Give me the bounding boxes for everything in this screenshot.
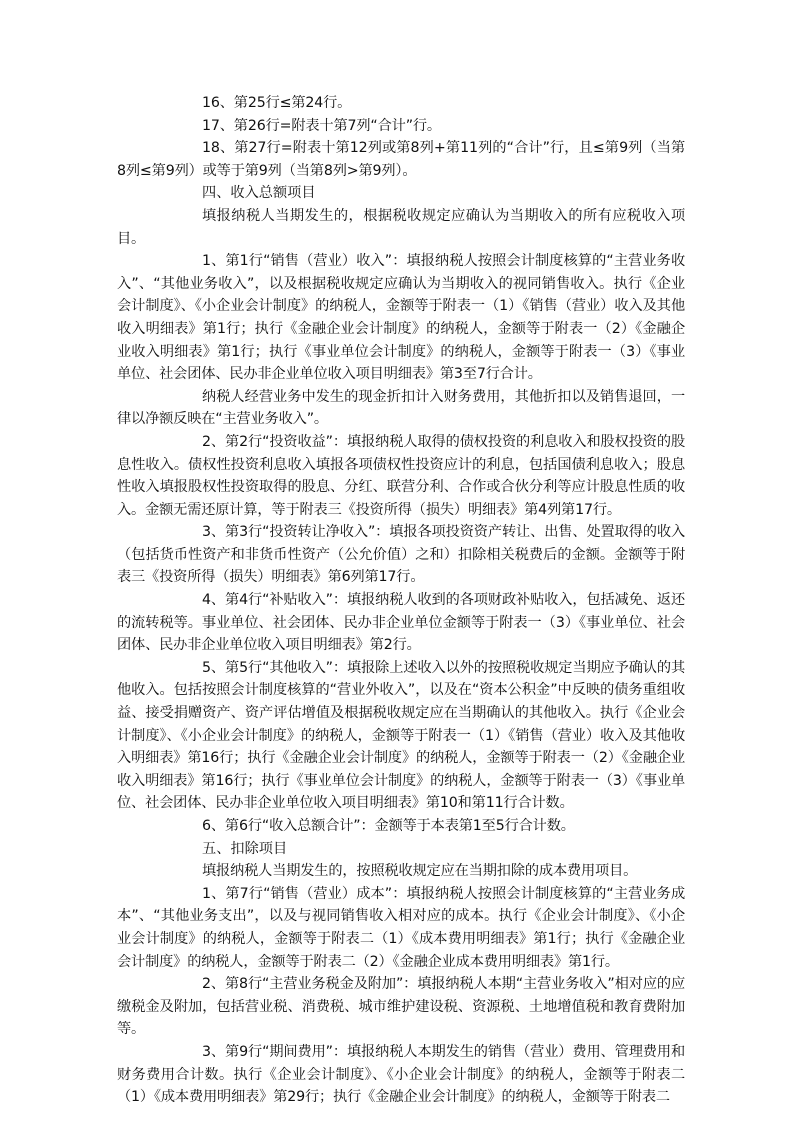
paragraph-line-8: 2、第8行“主营业务税金及附加”：填报纳税人本期“主营业务收入”相对应的应缴税金及附加，包括营业税、消费税、城市维护建设税、资源税、土地增值税和教育费附加等。 <box>117 976 685 1038</box>
paragraph-line-7: 1、第7行“销售（营业）成本”：填报纳税人按照会计制度核算的“主营业务成本”、“其他业务支出”，以及与视同销售收入相对应的成本。执行《企业会计制度》、《小企业会计制度》的纳税人，金额等于附表二（1）《成本费用明细表》第1行；执行《金融企业会计制度》的纳税人，金额等于附表二（2）《金融企业成本费用明细表》第1行。 <box>117 885 685 970</box>
paragraph-item-16: 16、第25行≤第24行。 <box>202 95 352 111</box>
paragraph-line-6: 6、第6行“收入总额合计”：金额等于本表第1至5行合计数。 <box>202 818 575 834</box>
paragraph-item-18: 18、第27行=附表十第12列或第8列+第11列的“合计”行，且≤第9列（当第8列≤第9列）或等于第9列（当第8列>第9列）。 <box>117 140 685 179</box>
document-page <box>117 92 685 1109</box>
section-heading-income: 四、收入总额项目 <box>202 185 316 202</box>
paragraph-line-4: 4、第4行“补贴收入”：填报纳税人收到的各项财政补贴收入，包括减免、返还的流转税等。事业单位、社会团体、民办非企业单位金额等于附表一（3）《事业单位、社会团体、民办非企业单位收入项目明细表》第2行。 <box>117 592 685 654</box>
paragraph-line-9: 3、第9行“期间费用”：填报纳税人本期发生的销售（营业）费用、管理费用和财务费用合计数。执行《企业会计制度》、《小企业会计制度》的纳税人，金额等于附表二（1）《成本费用明细表》第29行；执行《金融企业会计制度》的纳税人，金额等于附表二 <box>117 1043 685 1106</box>
paragraph-item-17: 17、第26行=附表十第7列“合计”行。 <box>202 117 441 134</box>
paragraph-deductions-intro: 填报纳税人当期发生的，按照税收规定应在当期扣除的成本费用项目。 <box>202 863 638 880</box>
paragraph-line-5: 5、第5行“其他收入”：填报除上述收入以外的按照税收规定当期应予确认的其他收入。包括按照会计制度核算的“营业外收入”，以及在“资本公积金”中反映的债务重组收益、接受捐赠资产、资产评估增值及根据税收规定应在当期确认的其他收入。执行《企业会计制度》、《小企业会计制度》的纳税人，金额等于附表一（1）《销售（营业）收入及其他收入明细表》第16行；执行《金融企业会计制度》的纳税人，金额等于附表一（2）《金融企业收入明细表》第16行；执行《事业单位会计制度》的纳税人，金额等于附表一（3）《事业单位、社会团体、民办非企业单位收入项目明细表》第10和第11行合计数。 <box>117 659 685 812</box>
paragraph-line-1: 1、第1行“销售（营业）收入”：填报纳税人按照会计制度核算的“主营业务收入”、“其他业务收入”，以及根据税收规定应确认为当期收入的视同销售收入。执行《企业会计制度》、《小企业会计制度》的纳税人，金额等于附表一（1）《销售（营业）收入及其他收入明细表》第1行；执行《金融企业会计制度》的纳税人，金额等于附表一（2）《金融企业收入明细表》第1行；执行《事业单位会计制度》的纳税人，金额等于附表一（3）《事业单位、社会团体、民办非企业单位收入项目明细表》第3至7行合计。 <box>117 253 685 383</box>
paragraph-line-2: 2、第2行“投资收益”：填报纳税人取得的债权投资的利息收入和股权投资的股息性收入。债权性投资利息收入填报各项债权性投资应计的利息，包括国债利息收入；股息性收入填报股权性投资取得的股息、分红、联营分利、合作或合伙分利等应计股息性质的收入。金额无需还原计算，等于附表三《投资所得（损失）明细表》第4列第17行。 <box>117 433 685 518</box>
section-heading-deductions: 五、扣除项目 <box>202 840 288 857</box>
paragraph-discount-note: 纳税人经营业务中发生的现金折扣计入财务费用，其他折扣以及销售退回，一律以净额反映在“主营业务收入”。 <box>117 388 685 428</box>
paragraph-line-3: 3、第3行“投资转让净收入”：填报各项投资资产转让、出售、处置取得的收入（包括货币性资产和非货币性资产（公允价值）之和）扣除相关税费后的金额。金额等于附表三《投资所得（损失）明细表》第6列第17行。 <box>117 524 685 586</box>
paragraph-income-intro: 填报纳税人当期发生的，根据税收规定应确认为当期收入的所有应税收入项目。 <box>117 207 685 247</box>
